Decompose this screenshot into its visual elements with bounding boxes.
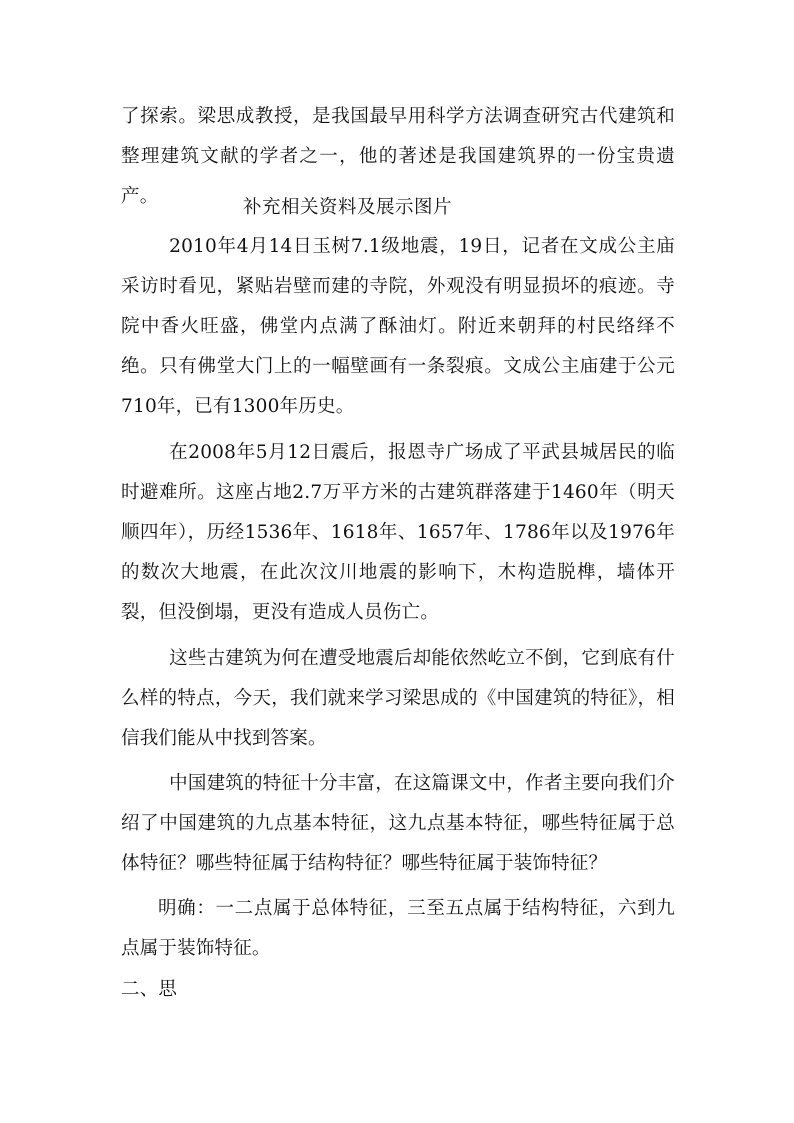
paragraph-features bbox=[121, 764, 675, 884]
paragraph-question-text: 这些古建筑为何在遭受地震后却能依然屹立不倒，它到底有什么样的特点，今天，我们就来学习梁思成的《中国建筑的特征》，相信我们能从中找到答案。 bbox=[121, 648, 675, 749]
paragraph-intro-text: 了探索。梁思成教授，是我国最早用科学方法调查研究古代建筑和整理建筑文献的学者之一，他的著述是我国建筑界的一份宝贵遗产。 bbox=[121, 106, 675, 207]
paragraph-baoen bbox=[121, 433, 675, 633]
paragraph-yushu-text: 2010年4月14日玉树7.1级地震，19日，记者在文成公主庙采访时看见，紧贴岩壁而建的寺院，外观没有明显损坏的痕迹。寺院中香火旺盛，佛堂内点满了酥油灯。附近来朝拜的村民络绎不绝。只有佛堂大门上的一幅壁画有一条裂痕。文成公主庙建于公元710年，已有1300年历史。 bbox=[121, 236, 675, 417]
paragraph-section-two-text: 二、思 bbox=[121, 979, 178, 1000]
paragraph-section-two bbox=[121, 970, 675, 1010]
section-heading: 补充相关资料及展示图片 bbox=[243, 197, 453, 218]
paragraph-answer-text: 明确：一二点属于总体特征，三至五点属于结构特征，六到九点属于装饰特征。 bbox=[121, 898, 675, 959]
paragraph-baoen-text: 在2008年5月12日震后，报恩寺广场成了平武县城居民的临时避难所。这座占地2.7万平方米的古建筑群落建于1460年（明天顺四年），历经1536年、1618年、1657年、1786年以及1976年的数次大地震，在此次汶川地震的影响下，木构造脱榫，墙体开裂，但没倒塌，更没有造成人员伤亡。 bbox=[121, 442, 675, 623]
paragraph-features-text: 中国建筑的特征十分丰富，在这篇课文中，作者主要向我们介绍了中国建筑的九点基本特征，这九点基本特征，哪些特征属于总体特征？哪些特征属于结构特征？哪些特征属于装饰特征？ bbox=[121, 773, 675, 874]
paragraph-yushu bbox=[121, 227, 675, 427]
paragraph-question bbox=[121, 639, 675, 759]
paragraph-answer bbox=[121, 889, 675, 969]
